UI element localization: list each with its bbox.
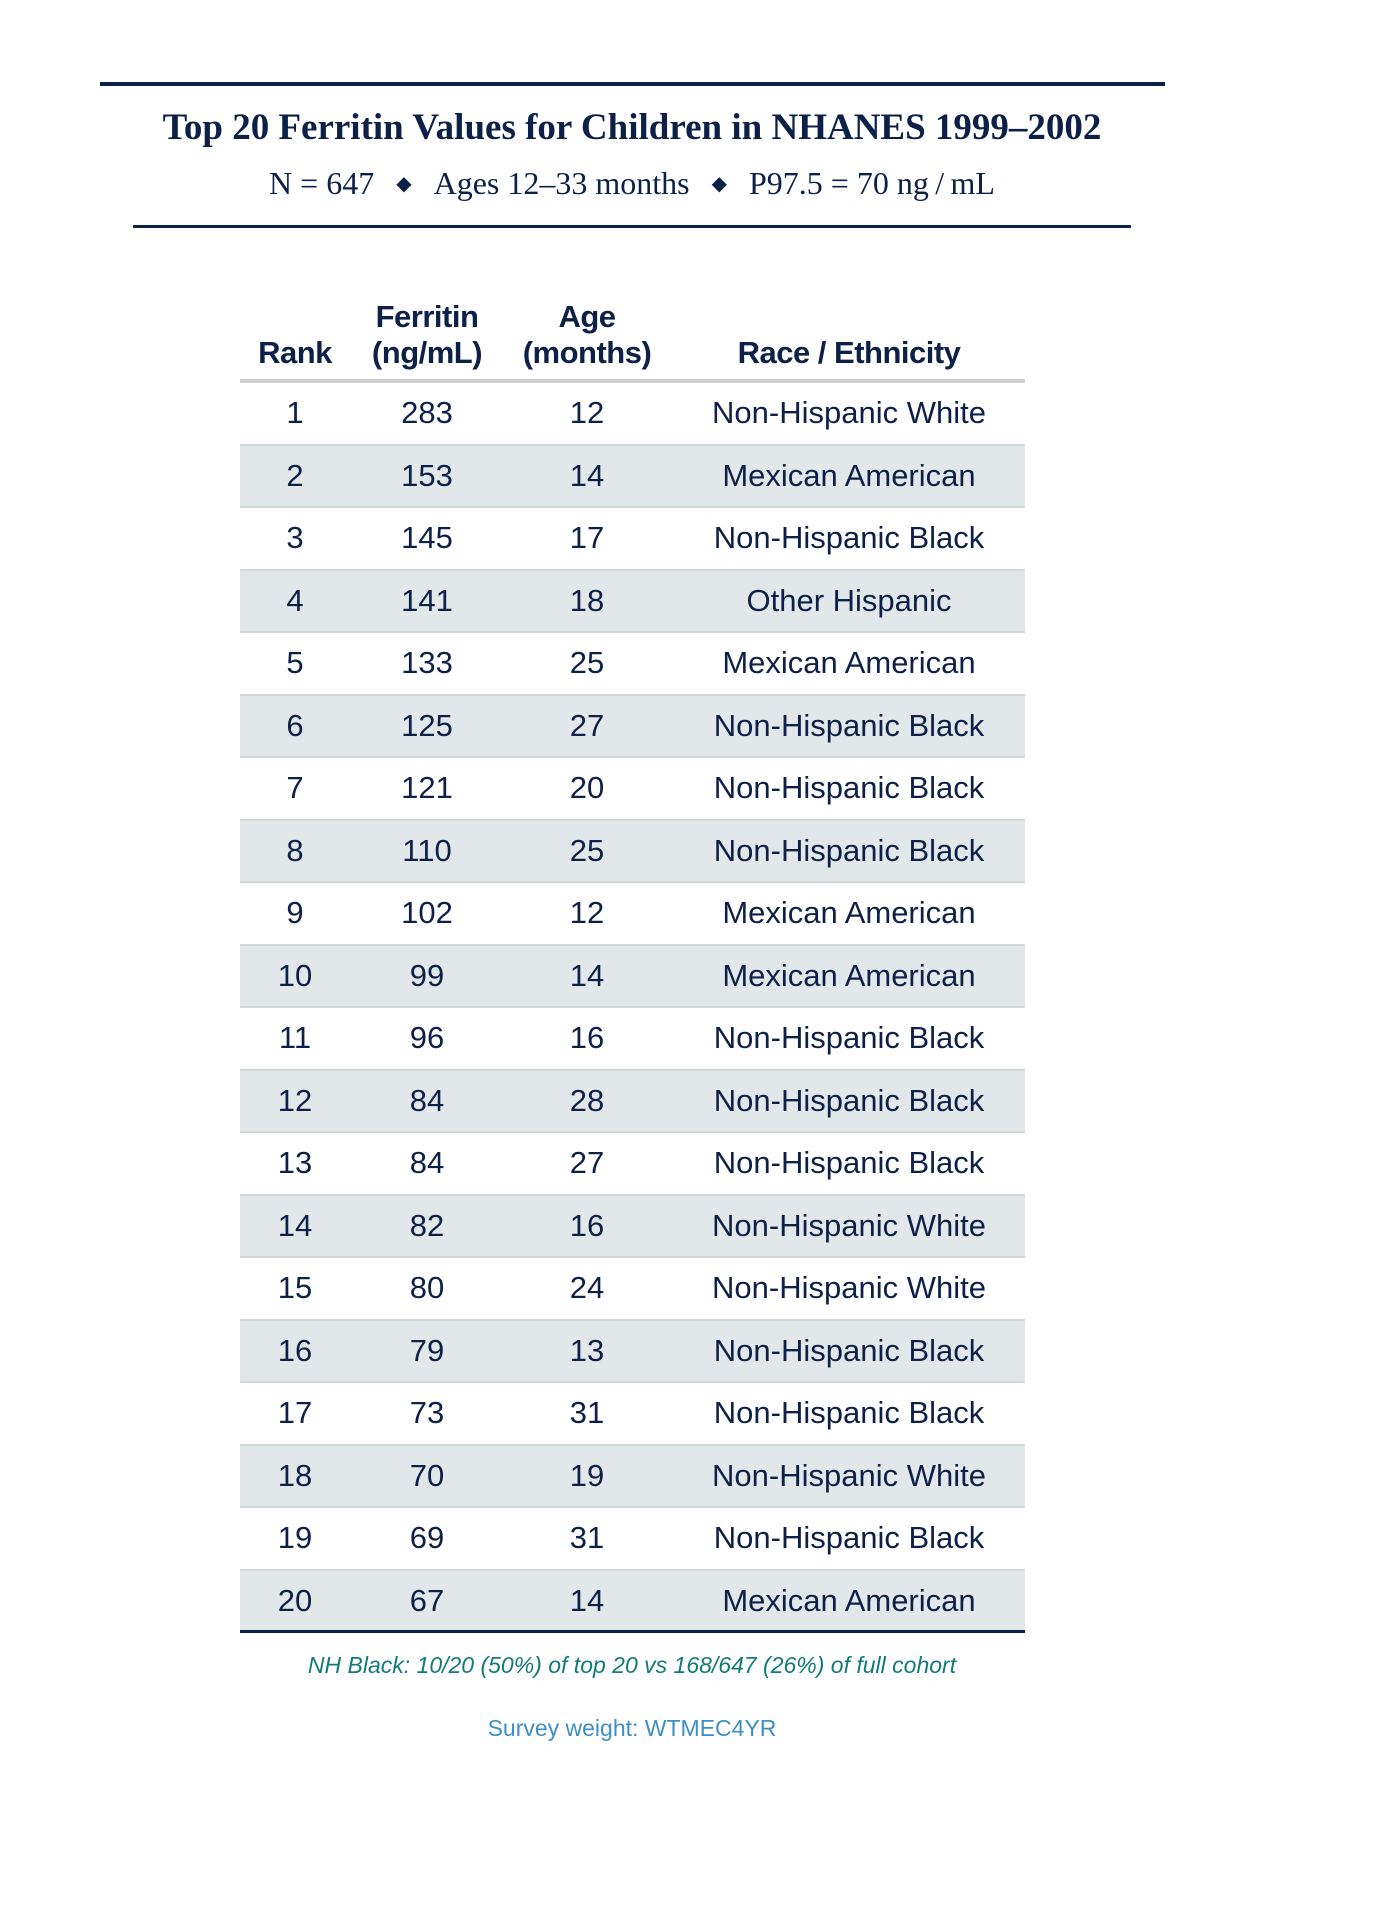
cell-ferritin: 69	[409, 1520, 445, 1555]
column-header-age: Age (months)	[522, 299, 652, 370]
cell-rank: 7	[286, 770, 304, 805]
cell-age: 19	[569, 1457, 605, 1493]
table-row	[240, 508, 1025, 571]
cell-race: Mexican American	[722, 645, 976, 680]
cell-ferritin: 96	[409, 1020, 445, 1055]
cell-rank: 4	[286, 582, 304, 618]
cell-age: 14	[569, 457, 605, 493]
table-row	[240, 1133, 1025, 1196]
table-row	[240, 1321, 1025, 1384]
cell-rank: 14	[277, 1207, 313, 1243]
cell-rank: 9	[286, 895, 304, 930]
cell-ferritin: 84	[409, 1082, 445, 1118]
cell-race: Mexican American	[722, 1582, 976, 1618]
cell-age: 27	[569, 707, 605, 743]
cell-age: 20	[569, 770, 605, 805]
cell-race: Non-Hispanic Black	[713, 520, 985, 555]
footnote-nh-black: NH Black: 10/20 (50%) of top 20 vs 168/647 (26%) of full cohort	[307, 1652, 957, 1678]
table-row	[240, 1446, 1025, 1509]
cell-ferritin: 283	[401, 395, 453, 430]
cell-race: Non-Hispanic White	[712, 1457, 986, 1493]
cell-race: Mexican American	[722, 457, 976, 493]
cell-rank: 11	[278, 1020, 312, 1055]
cell-age: 31	[569, 1395, 605, 1430]
table-row	[240, 383, 1025, 446]
diamond-separator-icon: ◆	[396, 173, 412, 195]
page-title: Top 20 Ferritin Values for Children in NHANES 1999–2002	[162, 107, 1102, 148]
subtitle-age-range: Ages 12–33 months	[433, 165, 690, 201]
column-header-rank: Rank	[258, 335, 332, 370]
cell-race: Non-Hispanic Black	[713, 770, 985, 805]
ferritin-table	[240, 280, 1025, 1633]
table-row	[240, 696, 1025, 759]
cell-rank: 19	[277, 1520, 313, 1555]
cell-age: 12	[569, 895, 605, 930]
cell-race: Mexican American	[722, 895, 976, 930]
cell-rank: 17	[277, 1395, 313, 1430]
cell-rank: 5	[286, 645, 304, 680]
diamond-separator-icon: ◆	[711, 173, 727, 195]
cell-rank: 3	[286, 520, 304, 555]
cell-ferritin: 70	[409, 1457, 445, 1493]
cell-rank: 18	[277, 1457, 313, 1493]
cell-age: 17	[569, 520, 605, 555]
cell-race: Other Hispanic	[746, 582, 952, 618]
cell-race: Non-Hispanic White	[712, 395, 986, 430]
table-row	[240, 446, 1025, 509]
cell-ferritin: 82	[409, 1207, 445, 1243]
cell-rank: 1	[286, 395, 304, 430]
subtitle-rule	[133, 225, 1131, 228]
column-header-ferritin: Ferritin (ng/mL)	[371, 299, 483, 370]
table-header	[240, 280, 1025, 383]
table-body	[240, 383, 1025, 1633]
cell-race: Non-Hispanic Black	[713, 1332, 985, 1368]
cell-ferritin: 125	[401, 707, 453, 743]
cell-age: 25	[569, 645, 605, 680]
cell-ferritin: 84	[409, 1145, 445, 1180]
cell-age: 16	[569, 1207, 605, 1243]
table-row	[240, 1383, 1025, 1446]
cell-ferritin: 79	[409, 1332, 445, 1368]
cell-race: Non-Hispanic Black	[713, 707, 985, 743]
cell-age: 27	[569, 1145, 605, 1180]
table-row	[240, 1258, 1025, 1321]
column-header-race: Race / Ethnicity	[737, 335, 961, 370]
cell-race: Non-Hispanic Black	[713, 1020, 985, 1055]
table-row	[240, 633, 1025, 696]
cell-age: 31	[569, 1520, 605, 1555]
footnote-survey-weight: Survey weight: WTMEC4YR	[487, 1715, 777, 1741]
cell-race: Non-Hispanic Black	[713, 1520, 985, 1555]
cell-ferritin: 145	[401, 520, 453, 555]
table-row	[240, 946, 1025, 1009]
table-row	[240, 1508, 1025, 1571]
cell-age: 16	[569, 1020, 605, 1055]
cell-race: Mexican American	[722, 957, 976, 993]
cell-ferritin: 80	[409, 1270, 445, 1305]
table-row	[240, 883, 1025, 946]
cell-race: Non-Hispanic White	[712, 1270, 986, 1305]
cell-ferritin: 99	[409, 957, 445, 993]
cell-race: Non-Hispanic Black	[713, 1082, 985, 1118]
cell-ferritin: 121	[401, 770, 453, 805]
cell-ferritin: 141	[401, 582, 453, 618]
table-row	[240, 1571, 1025, 1634]
cell-age: 28	[569, 1082, 605, 1118]
table-row	[240, 1008, 1025, 1071]
cell-age: 14	[569, 1582, 605, 1618]
cell-race: Non-Hispanic Black	[713, 1395, 985, 1430]
cell-race: Non-Hispanic White	[712, 1207, 986, 1243]
cell-rank: 20	[277, 1582, 313, 1618]
cell-rank: 6	[286, 707, 304, 743]
cell-ferritin: 133	[401, 645, 453, 680]
cell-age: 18	[569, 582, 605, 618]
cell-rank: 2	[286, 457, 304, 493]
table-row	[240, 571, 1025, 634]
cell-race: Non-Hispanic Black	[713, 1145, 985, 1180]
cell-rank: 8	[286, 832, 304, 868]
cell-ferritin: 73	[409, 1395, 445, 1430]
subtitle	[0, 163, 1264, 204]
cell-race: Non-Hispanic Black	[713, 832, 985, 868]
cell-rank: 10	[277, 957, 313, 993]
table-row	[240, 758, 1025, 821]
table-row	[240, 1071, 1025, 1134]
cell-age: 14	[569, 957, 605, 993]
subtitle-percentile: P97.5 = 70 ng / mL	[748, 165, 995, 201]
table-row	[240, 821, 1025, 884]
cell-ferritin: 67	[409, 1582, 445, 1618]
table-row	[240, 1196, 1025, 1259]
cell-ferritin: 153	[401, 457, 453, 493]
cell-rank: 13	[277, 1145, 313, 1180]
subtitle-sample-size: N = 647	[269, 165, 375, 201]
cell-rank: 16	[277, 1332, 313, 1368]
cell-age: 12	[569, 395, 605, 430]
cell-ferritin: 102	[401, 895, 453, 930]
cell-age: 25	[569, 832, 605, 868]
cell-rank: 12	[277, 1082, 313, 1118]
top-rule	[100, 82, 1165, 86]
cell-rank: 15	[277, 1270, 313, 1305]
cell-ferritin: 110	[402, 832, 452, 868]
cell-age: 13	[569, 1332, 605, 1368]
cell-age: 24	[569, 1270, 605, 1305]
